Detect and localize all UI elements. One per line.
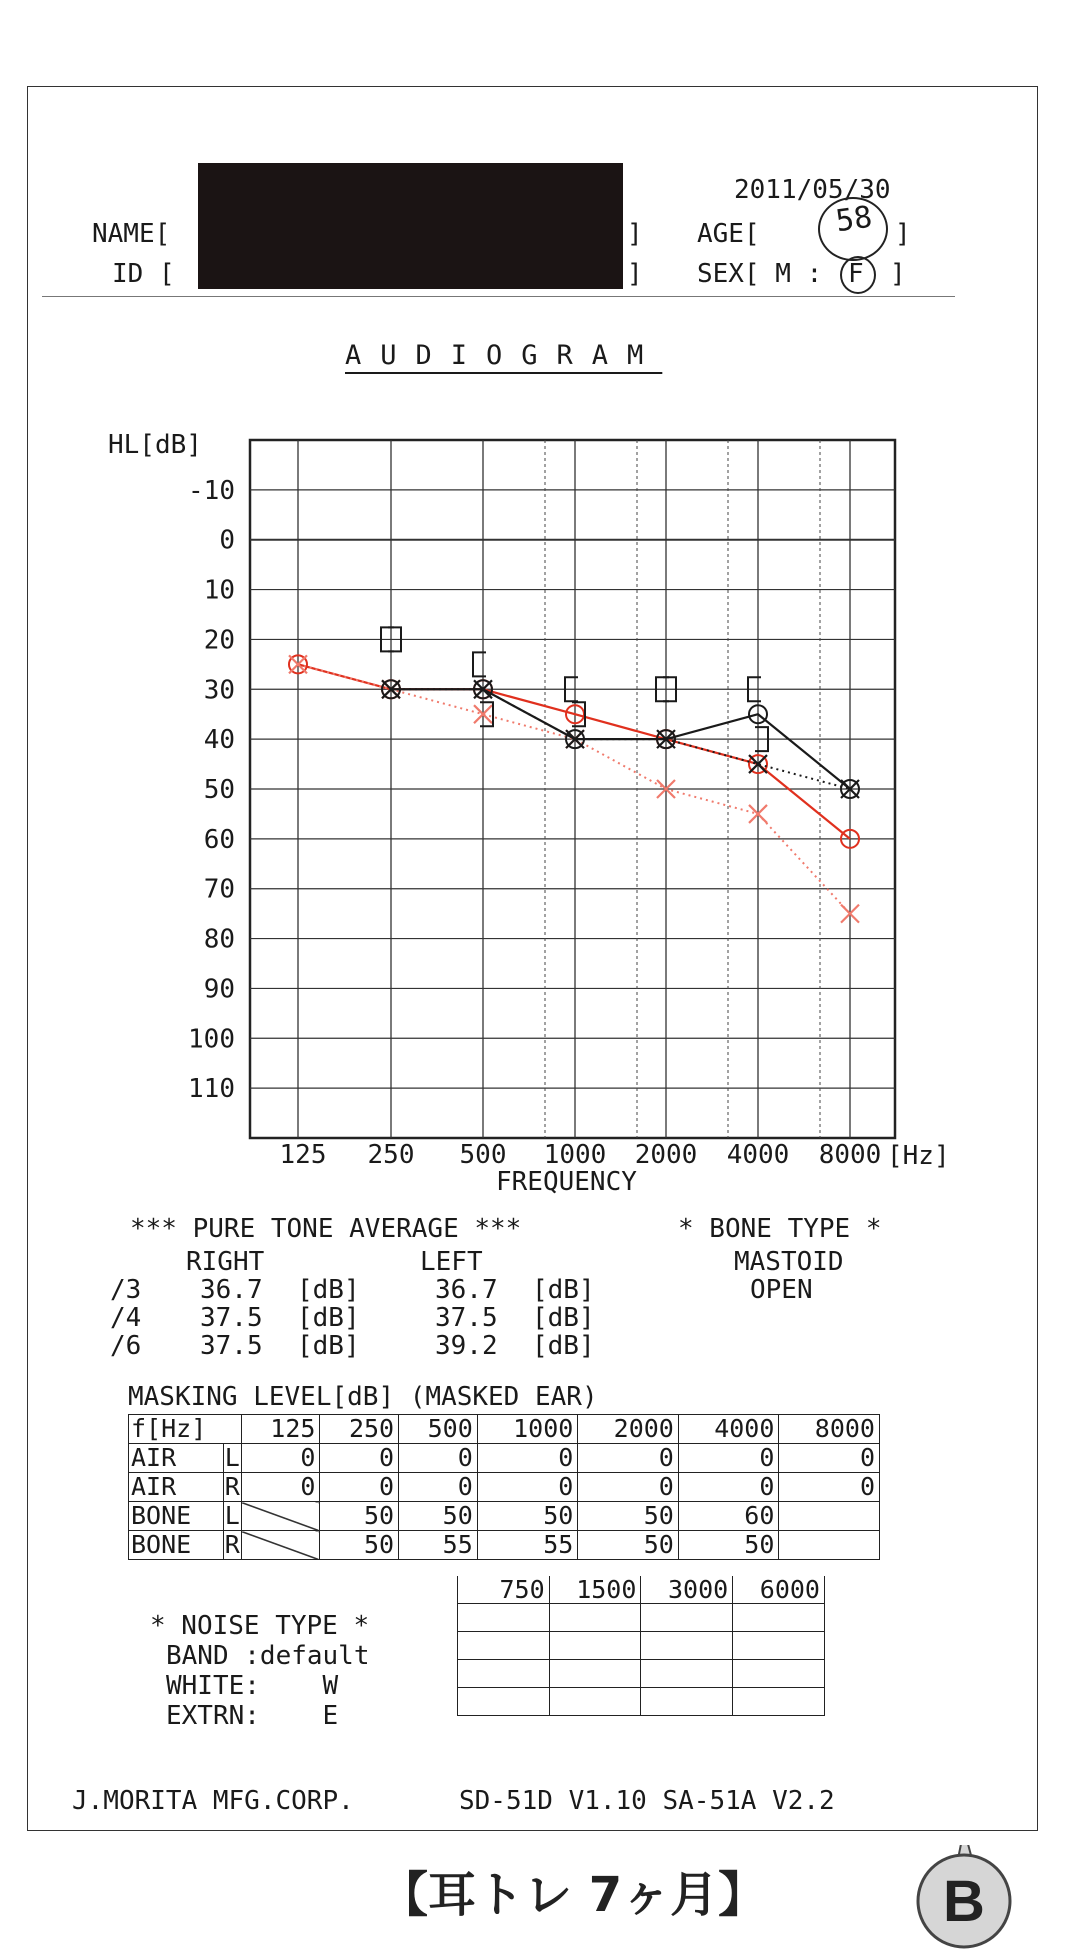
sex-close: ] [890, 259, 906, 289]
x-tick-label: 500 [459, 1140, 507, 1170]
mid-freq-empty-cell [549, 1660, 641, 1688]
pta-right-value: 37.5 [200, 1331, 263, 1361]
y-tick-label: 70 [203, 874, 235, 905]
masking-row [129, 1502, 880, 1531]
masking-freq-cell: 500 [399, 1415, 478, 1444]
y-tick-label: 0 [219, 525, 235, 556]
sex-value: F [848, 259, 864, 289]
x-tick-label: 8000 [818, 1140, 882, 1170]
masking-type-cell: BONE [129, 1531, 224, 1560]
test-date: 2011/05/30 [734, 175, 891, 205]
masking-value-cell: 0 [241, 1444, 320, 1473]
pta-right-unit: [dB] [297, 1331, 360, 1361]
id-label: ID [ [112, 259, 175, 289]
masking-value-cell [779, 1502, 880, 1531]
x-tick-label: 1000 [543, 1140, 607, 1170]
caption: 【耳トレ 7ヶ月】 [380, 1867, 767, 1923]
masking-header-row [129, 1415, 880, 1444]
masking-value-cell: 50 [477, 1502, 578, 1531]
pta-left-value: 36.7 [435, 1275, 498, 1305]
mid-freq-empty-cell [549, 1604, 641, 1632]
mid-freq-header-row [458, 1576, 825, 1604]
y-axis-label: HL[dB] [108, 430, 202, 460]
pta-right-unit: [dB] [297, 1275, 360, 1305]
noise-white: WHITE: W [166, 1671, 339, 1701]
mid-freq-empty-cell [641, 1632, 733, 1660]
pta-left-value: 37.5 [435, 1303, 498, 1333]
masking-value-cell: 55 [399, 1531, 478, 1560]
age-value: 58 [833, 199, 875, 240]
masking-side-cell: L [224, 1501, 240, 1530]
sex-label: SEX[ M : [697, 259, 823, 289]
masking-side-cell: R [224, 1530, 240, 1559]
y-tick-label: 50 [203, 775, 235, 805]
masking-value-cell [241, 1502, 320, 1531]
x-tick-label: 125 [279, 1140, 327, 1170]
masking-value-cell: 0 [320, 1444, 399, 1473]
frequency-label: FREQUENCY [496, 1167, 637, 1197]
masking-freq-cell: 125 [241, 1415, 320, 1444]
masking-freq-cell: 250 [320, 1415, 399, 1444]
mid-freq-empty-cell [733, 1688, 825, 1716]
masking-type-cell: AIR [129, 1444, 224, 1473]
masking-value-cell: 50 [578, 1531, 679, 1560]
mid-freq-cell: 6000 [733, 1576, 825, 1604]
age-label: AGE[ [697, 219, 760, 249]
masking-freq-cell: 1000 [477, 1415, 578, 1444]
masking-value-cell: 55 [477, 1531, 578, 1560]
y-tick-label: 90 [203, 974, 235, 1005]
footer-maker: J.MORITA MFG.CORP. [72, 1786, 354, 1816]
mid-freq-empty-cell [458, 1632, 550, 1660]
x-tick-label: 4000 [726, 1140, 790, 1170]
pta-right-unit: [dB] [297, 1303, 360, 1333]
y-tick-label: 80 [203, 924, 235, 955]
y-tick-label: 100 [188, 1024, 235, 1055]
pta-left-value: 39.2 [435, 1331, 498, 1361]
pta-left-unit: [dB] [532, 1303, 595, 1333]
mid-freq-empty-cell [733, 1660, 825, 1688]
mid-freq-empty-cell [458, 1604, 550, 1632]
noise-extrn: EXTRN: E [166, 1701, 339, 1731]
masking-value-cell: 0 [779, 1473, 880, 1502]
bone-type-mastoid: MASTOID [734, 1247, 844, 1277]
masking-value-cell [241, 1531, 320, 1560]
mid-freq-empty-row [458, 1604, 825, 1632]
mid-freq-empty-cell [641, 1688, 733, 1716]
pta-row-label: /6 [110, 1331, 142, 1361]
masking-value-cell: 0 [241, 1473, 320, 1502]
masking-freq-cell: 8000 [779, 1415, 880, 1444]
mid-freq-empty-cell [733, 1604, 825, 1632]
masking-value-cell: 0 [320, 1473, 399, 1502]
mid-freq-cell: 1500 [549, 1576, 641, 1604]
noise-type-heading: * NOISE TYPE * [150, 1611, 370, 1641]
masking-value-cell: 0 [678, 1444, 779, 1473]
masking-value-cell: 0 [399, 1444, 478, 1473]
pta-right-value: 36.7 [200, 1275, 263, 1305]
audiogram-title: AUDIOGRAM [345, 340, 663, 371]
masking-type-cell: BONE [129, 1502, 224, 1531]
noise-band: BAND :default [166, 1641, 370, 1671]
masking-value-cell: 50 [320, 1531, 399, 1560]
y-tick-label: 40 [203, 725, 235, 756]
masking-value-cell [779, 1531, 880, 1560]
y-tick-label: 10 [203, 575, 235, 606]
masking-value-cell: 60 [678, 1502, 779, 1531]
mid-freq-empty-row [458, 1660, 825, 1688]
masking-row [129, 1531, 880, 1560]
pta-left-label: LEFT [420, 1247, 483, 1277]
y-tick-label: 110 [188, 1074, 235, 1105]
masking-value-cell: 50 [320, 1502, 399, 1531]
masking-value-cell: 50 [678, 1531, 779, 1560]
mid-freq-empty-cell [458, 1660, 550, 1688]
y-tick-label: 20 [203, 625, 235, 656]
masking-heading: MASKING LEVEL[dB] (MASKED EAR) [128, 1382, 598, 1412]
pta-heading: *** PURE TONE AVERAGE *** [130, 1214, 522, 1244]
mid-freq-empty-cell [641, 1660, 733, 1688]
mid-freq-empty-cell [641, 1604, 733, 1632]
footer-model: SD-51D V1.10 SA-51A V2.2 [459, 1786, 835, 1816]
noise-table [457, 1576, 825, 1716]
mid-freq-empty-cell [549, 1688, 641, 1716]
hz-unit-label: [Hz] [887, 1141, 950, 1171]
bone-type-open: OPEN [750, 1275, 813, 1305]
masking-value-cell: 0 [578, 1473, 679, 1502]
pta-left-unit: [dB] [532, 1275, 595, 1305]
mid-freq-empty-cell [458, 1688, 550, 1716]
masking-value-cell: 50 [578, 1502, 679, 1531]
y-tick-label: 60 [203, 824, 235, 855]
masking-value-cell: 0 [477, 1444, 578, 1473]
pta-left-unit: [dB] [532, 1331, 595, 1361]
name-label: NAME[ [92, 219, 171, 249]
y-tick-label: -10 [188, 475, 235, 506]
mid-freq-empty-cell [549, 1632, 641, 1660]
badge-letter: B [943, 1869, 985, 1934]
masking-type-cell: AIR [129, 1473, 224, 1502]
masking-freq-cell: 2000 [578, 1415, 679, 1444]
masking-value-cell: 0 [678, 1473, 779, 1502]
mid-freq-empty-row [458, 1632, 825, 1660]
mid-freq-cell: 3000 [641, 1576, 733, 1604]
masking-row [129, 1473, 880, 1502]
masking-freq-cell: 4000 [678, 1415, 779, 1444]
mid-freq-empty-row [458, 1688, 825, 1716]
masking-value-cell: 0 [779, 1444, 880, 1473]
masking-value-cell: 0 [399, 1473, 478, 1502]
name-close: ] [627, 219, 643, 249]
bone-type-heading: * BONE TYPE * [678, 1214, 882, 1244]
age-close: ] [895, 219, 911, 249]
b-badge-icon [912, 1845, 1016, 1949]
id-close: ] [627, 259, 643, 289]
masking-value-cell: 0 [477, 1473, 578, 1502]
data-point-bracket-left [473, 652, 486, 676]
y-tick-label: 30 [203, 675, 235, 706]
masking-freq-header: f[Hz] [129, 1415, 242, 1444]
pta-right-value: 37.5 [200, 1303, 263, 1333]
masking-row [129, 1444, 880, 1473]
pta-row-label: /4 [110, 1303, 142, 1333]
masking-value-cell: 0 [578, 1444, 679, 1473]
mid-freq-cell: 750 [458, 1576, 550, 1604]
masking-table [128, 1414, 880, 1560]
masking-value-cell: 50 [399, 1502, 478, 1531]
masking-side-cell: L [224, 1443, 240, 1472]
x-tick-label: 250 [367, 1140, 415, 1170]
mid-freq-empty-cell [733, 1632, 825, 1660]
pta-right-label: RIGHT [186, 1247, 265, 1277]
x-tick-label: 2000 [634, 1140, 698, 1170]
masking-side-cell: R [224, 1472, 240, 1501]
pta-row-label: /3 [110, 1275, 142, 1305]
